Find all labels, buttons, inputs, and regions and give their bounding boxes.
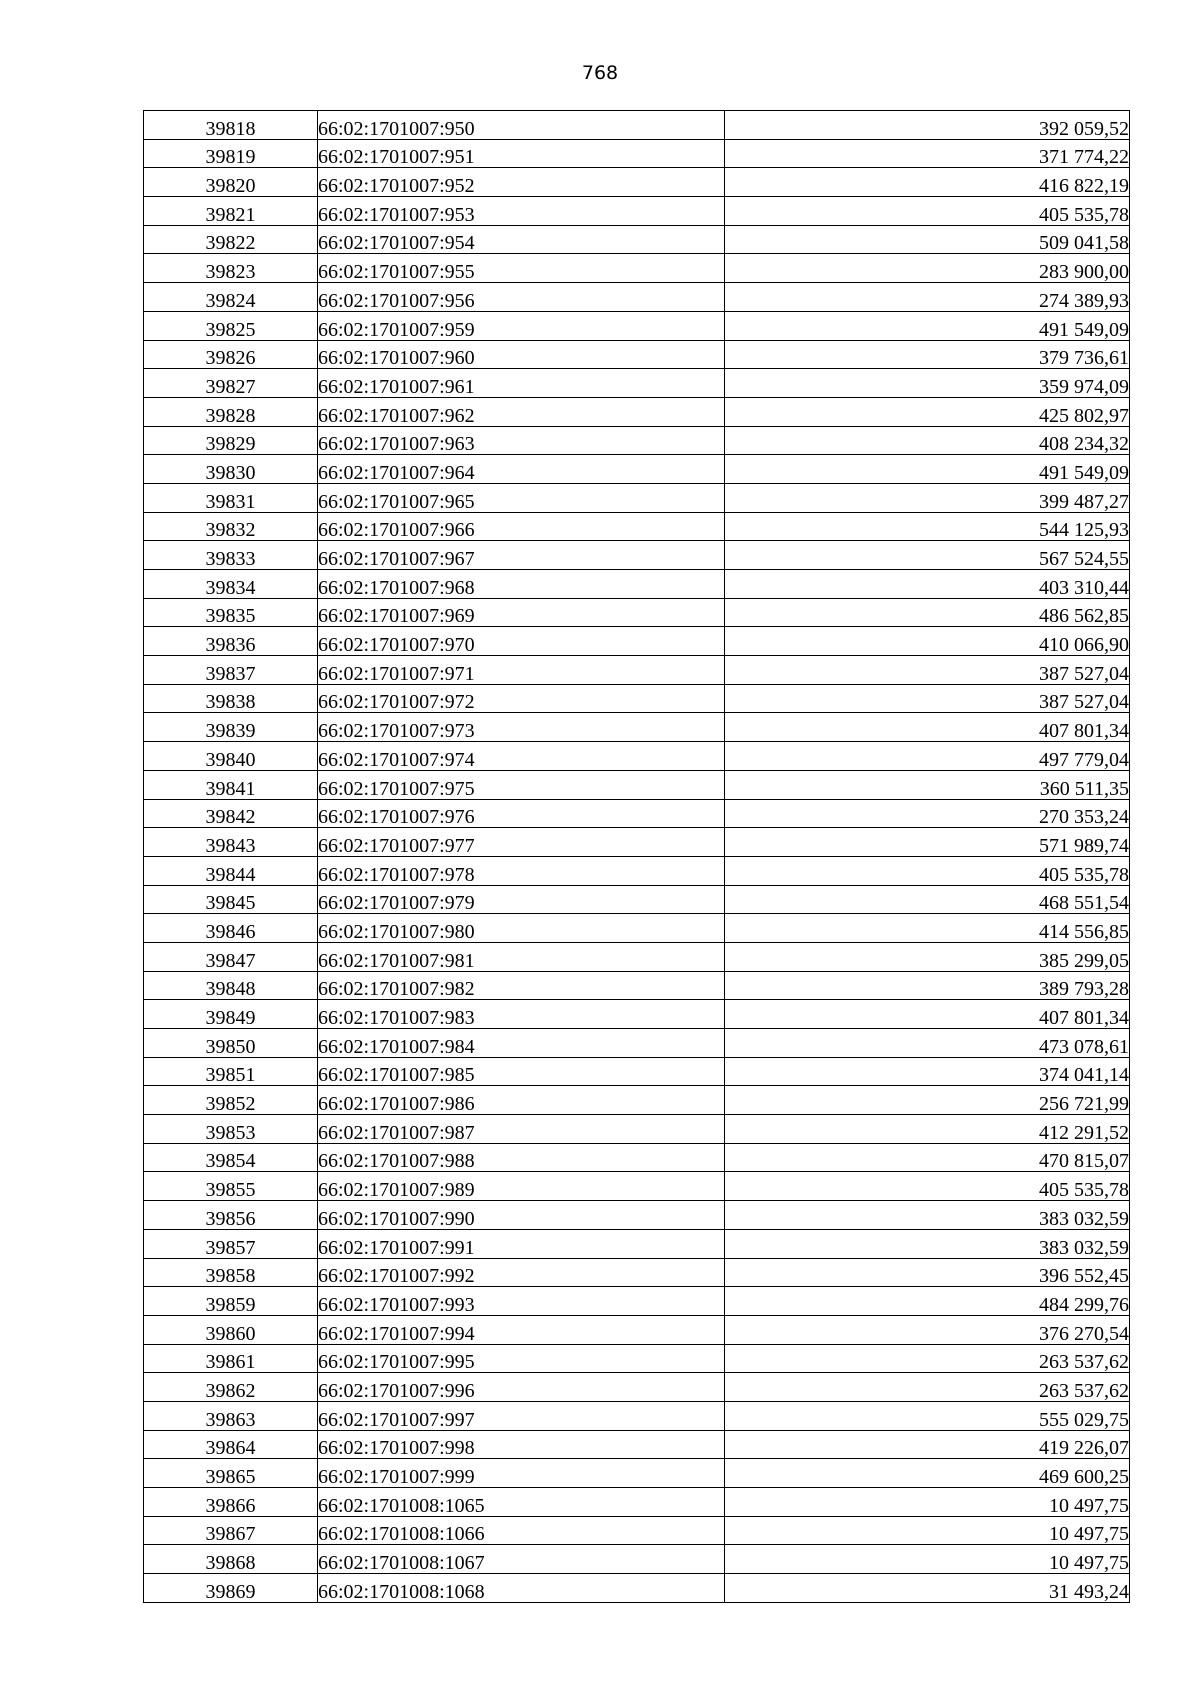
table-row [144,1459,1130,1488]
table-row [144,197,1130,226]
cadastral-value-cell: 392 059,52 [725,111,1130,140]
cadastral-number-cell: 66:02:1701007:995 [318,1344,725,1373]
table-row [144,397,1130,426]
cadastral-number-cell: 66:02:1701007:956 [318,283,725,312]
row-number-cell: 39835 [144,598,318,627]
cadastral-number-cell: 66:02:1701007:951 [318,139,725,168]
table-row [144,1143,1130,1172]
table-row [144,1287,1130,1316]
cadastral-value-cell: 359 974,09 [725,369,1130,398]
cadastral-value-cell: 405 535,78 [725,197,1130,226]
table-row [144,483,1130,512]
table-row [144,225,1130,254]
table-row [144,742,1130,771]
table-row [144,311,1130,340]
table-row [144,684,1130,713]
cadastral-number-cell: 66:02:1701007:964 [318,455,725,484]
row-number-cell: 39868 [144,1545,318,1574]
cadastral-value-cell: 416 822,19 [725,168,1130,197]
table-row [144,828,1130,857]
cadastral-number-cell: 66:02:1701008:1068 [318,1574,725,1603]
cadastral-number-cell: 66:02:1701008:1067 [318,1545,725,1574]
row-number-cell: 39859 [144,1287,318,1316]
cadastral-value-cell: 425 802,97 [725,397,1130,426]
cadastral-number-cell: 66:02:1701007:985 [318,1057,725,1086]
cadastral-value-cell: 274 389,93 [725,283,1130,312]
page-number: 768 [581,62,619,84]
cadastral-number-cell: 66:02:1701007:950 [318,111,725,140]
table-row [144,627,1130,656]
row-number-cell: 39853 [144,1115,318,1144]
cadastral-number-cell: 66:02:1701007:978 [318,856,725,885]
cadastral-value-cell: 412 291,52 [725,1115,1130,1144]
cadastral-value-cell: 383 032,59 [725,1229,1130,1258]
row-number-cell: 39847 [144,942,318,971]
table-row [144,799,1130,828]
cadastral-value-cell: 491 549,09 [725,311,1130,340]
row-number-cell: 39858 [144,1258,318,1287]
row-number-cell: 39828 [144,397,318,426]
cadastral-value-cell: 470 815,07 [725,1143,1130,1172]
table-row [144,512,1130,541]
cadastral-number-cell: 66:02:1701007:967 [318,541,725,570]
cadastral-number-cell: 66:02:1701007:977 [318,828,725,857]
table-row [144,1545,1130,1574]
cadastral-number-cell: 66:02:1701007:993 [318,1287,725,1316]
row-number-cell: 39844 [144,856,318,885]
table-row [144,139,1130,168]
cadastral-number-cell: 66:02:1701007:963 [318,426,725,455]
row-number-cell: 39822 [144,225,318,254]
cadastral-value-cell: 399 487,27 [725,483,1130,512]
cadastral-number-cell: 66:02:1701007:984 [318,1029,725,1058]
row-number-cell: 39861 [144,1344,318,1373]
table-row [144,455,1130,484]
row-number-cell: 39838 [144,684,318,713]
cadastral-value-cell: 491 549,09 [725,455,1130,484]
table-row [144,885,1130,914]
cadastral-number-cell: 66:02:1701007:991 [318,1229,725,1258]
cadastral-number-cell: 66:02:1701007:966 [318,512,725,541]
cadastral-number-cell: 66:02:1701008:1065 [318,1488,725,1517]
table-row [144,656,1130,685]
table-row [144,856,1130,885]
cadastral-number-cell: 66:02:1701007:965 [318,483,725,512]
row-number-cell: 39867 [144,1516,318,1545]
table-row [144,1373,1130,1402]
cadastral-value-cell: 468 551,54 [725,885,1130,914]
cadastral-number-cell: 66:02:1701007:954 [318,225,725,254]
row-number-cell: 39857 [144,1229,318,1258]
cadastral-number-cell: 66:02:1701007:980 [318,914,725,943]
cadastral-value-cell: 371 774,22 [725,139,1130,168]
table-row [144,1401,1130,1430]
table-row [144,111,1130,140]
cadastral-number-cell: 66:02:1701007:972 [318,684,725,713]
row-number-cell: 39863 [144,1401,318,1430]
row-number-cell: 39854 [144,1143,318,1172]
row-number-cell: 39865 [144,1459,318,1488]
cadastral-number-cell: 66:02:1701007:997 [318,1401,725,1430]
table-row [144,1574,1130,1603]
table-row [144,369,1130,398]
row-number-cell: 39823 [144,254,318,283]
row-number-cell: 39824 [144,283,318,312]
cadastral-value-cell: 376 270,54 [725,1315,1130,1344]
cadastral-number-cell: 66:02:1701007:992 [318,1258,725,1287]
table-row [144,254,1130,283]
table-row [144,598,1130,627]
cadastral-number-cell: 66:02:1701007:961 [318,369,725,398]
cadastral-value-cell: 389 793,28 [725,971,1130,1000]
cadastral-value-cell: 403 310,44 [725,570,1130,599]
row-number-cell: 39866 [144,1488,318,1517]
cadastral-value-cell: 407 801,34 [725,1000,1130,1029]
row-number-cell: 39839 [144,713,318,742]
row-number-cell: 39831 [144,483,318,512]
row-number-cell: 39825 [144,311,318,340]
cadastral-value-cell: 383 032,59 [725,1201,1130,1230]
cadastral-number-cell: 66:02:1701007:955 [318,254,725,283]
table-row [144,713,1130,742]
cadastral-value-cell: 571 989,74 [725,828,1130,857]
row-number-cell: 39869 [144,1574,318,1603]
table-row [144,168,1130,197]
table-row [144,1516,1130,1545]
row-number-cell: 39862 [144,1373,318,1402]
cadastral-value-cell: 379 736,61 [725,340,1130,369]
row-number-cell: 39846 [144,914,318,943]
cadastral-number-cell: 66:02:1701007:979 [318,885,725,914]
cadastral-value-cell: 469 600,25 [725,1459,1130,1488]
cadastral-value-cell: 396 552,45 [725,1258,1130,1287]
cadastral-number-cell: 66:02:1701007:976 [318,799,725,828]
table-row [144,1029,1130,1058]
cadastral-number-cell: 66:02:1701007:952 [318,168,725,197]
cadastral-value-cell: 385 299,05 [725,942,1130,971]
table-row [144,340,1130,369]
table-row [144,1315,1130,1344]
row-number-cell: 39840 [144,742,318,771]
row-number-cell: 39830 [144,455,318,484]
row-number-cell: 39856 [144,1201,318,1230]
row-number-cell: 39836 [144,627,318,656]
cadastral-value-cell: 270 353,24 [725,799,1130,828]
row-number-cell: 39821 [144,197,318,226]
table-row [144,1258,1130,1287]
cadastral-number-cell: 66:02:1701007:969 [318,598,725,627]
cadastral-value-cell: 567 524,55 [725,541,1130,570]
cadastral-value-cell: 419 226,07 [725,1430,1130,1459]
cadastral-number-cell: 66:02:1701007:998 [318,1430,725,1459]
cadastral-number-cell: 66:02:1701007:986 [318,1086,725,1115]
cadastral-value-cell: 31 493,24 [725,1574,1130,1603]
cadastral-value-cell: 408 234,32 [725,426,1130,455]
table-row [144,770,1130,799]
table-row [144,942,1130,971]
row-number-cell: 39843 [144,828,318,857]
cadastral-value-cell: 473 078,61 [725,1029,1130,1058]
row-number-cell: 39837 [144,656,318,685]
cadastral-number-cell: 66:02:1701007:975 [318,770,725,799]
row-number-cell: 39833 [144,541,318,570]
table-row [144,1115,1130,1144]
table-row [144,426,1130,455]
row-number-cell: 39827 [144,369,318,398]
cadastral-number-cell: 66:02:1701007:953 [318,197,725,226]
cadastral-value-cell: 283 900,00 [725,254,1130,283]
cadastral-value-cell: 410 066,90 [725,627,1130,656]
table-row [144,570,1130,599]
cadastral-number-cell: 66:02:1701007:989 [318,1172,725,1201]
row-number-cell: 39848 [144,971,318,1000]
cadastral-value-cell: 497 779,04 [725,742,1130,771]
cadastral-number-cell: 66:02:1701007:983 [318,1000,725,1029]
cadastral-value-cell: 10 497,75 [725,1545,1130,1574]
cadastral-number-cell: 66:02:1701007:990 [318,1201,725,1230]
cadastral-value-cell: 256 721,99 [725,1086,1130,1115]
table-row [144,541,1130,570]
cadastral-number-cell: 66:02:1701007:996 [318,1373,725,1402]
table-row [144,1488,1130,1517]
cadastral-value-cell: 10 497,75 [725,1488,1130,1517]
table-body [144,111,1130,1603]
cadastral-value-cell: 414 556,85 [725,914,1130,943]
cadastral-value-cell: 263 537,62 [725,1373,1130,1402]
row-number-cell: 39841 [144,770,318,799]
cadastral-value-cell: 387 527,04 [725,684,1130,713]
cadastral-number-cell: 66:02:1701008:1066 [318,1516,725,1545]
table-row [144,1172,1130,1201]
row-number-cell: 39850 [144,1029,318,1058]
cadastral-number-cell: 66:02:1701007:987 [318,1115,725,1144]
cadastral-number-cell: 66:02:1701007:971 [318,656,725,685]
table-row [144,1344,1130,1373]
row-number-cell: 39860 [144,1315,318,1344]
cadastral-number-cell: 66:02:1701007:999 [318,1459,725,1488]
cadastral-value-cell: 486 562,85 [725,598,1130,627]
cadastral-value-cell: 555 029,75 [725,1401,1130,1430]
cadastral-value-cell: 387 527,04 [725,656,1130,685]
cadastral-value-cell: 405 535,78 [725,856,1130,885]
table-row [144,1201,1130,1230]
cadastral-number-cell: 66:02:1701007:968 [318,570,725,599]
cadastral-number-cell: 66:02:1701007:974 [318,742,725,771]
cadastral-value-cell: 10 497,75 [725,1516,1130,1545]
row-number-cell: 39834 [144,570,318,599]
cadastral-value-cell: 407 801,34 [725,713,1130,742]
cadastral-number-cell: 66:02:1701007:988 [318,1143,725,1172]
cadastral-number-cell: 66:02:1701007:981 [318,942,725,971]
cadastral-value-cell: 263 537,62 [725,1344,1130,1373]
row-number-cell: 39832 [144,512,318,541]
cadastral-number-cell: 66:02:1701007:994 [318,1315,725,1344]
cadastral-number-cell: 66:02:1701007:973 [318,713,725,742]
table-row [144,1000,1130,1029]
table-row [144,283,1130,312]
cadastral-number-cell: 66:02:1701007:962 [318,397,725,426]
table-row [144,1229,1130,1258]
row-number-cell: 39851 [144,1057,318,1086]
cadastral-number-cell: 66:02:1701007:959 [318,311,725,340]
row-number-cell: 39849 [144,1000,318,1029]
row-number-cell: 39864 [144,1430,318,1459]
table-row [144,1430,1130,1459]
row-number-cell: 39820 [144,168,318,197]
cadastral-value-cell: 405 535,78 [725,1172,1130,1201]
row-number-cell: 39852 [144,1086,318,1115]
row-number-cell: 39819 [144,139,318,168]
cadastral-value-cell: 374 041,14 [725,1057,1130,1086]
cadastral-value-cell: 360 511,35 [725,770,1130,799]
row-number-cell: 39842 [144,799,318,828]
cadastral-value-cell: 484 299,76 [725,1287,1130,1316]
cadastral-number-cell: 66:02:1701007:970 [318,627,725,656]
table-row [144,1057,1130,1086]
row-number-cell: 39818 [144,111,318,140]
row-number-cell: 39855 [144,1172,318,1201]
row-number-cell: 39845 [144,885,318,914]
table-row [144,914,1130,943]
cadastral-value-cell: 509 041,58 [725,225,1130,254]
cadastral-number-cell: 66:02:1701007:982 [318,971,725,1000]
row-number-cell: 39826 [144,340,318,369]
table-row [144,971,1130,1000]
table-row [144,1086,1130,1115]
cadastral-number-cell: 66:02:1701007:960 [318,340,725,369]
row-number-cell: 39829 [144,426,318,455]
cadastral-value-cell: 544 125,93 [725,512,1130,541]
cadastral-value-table [143,110,1130,1603]
